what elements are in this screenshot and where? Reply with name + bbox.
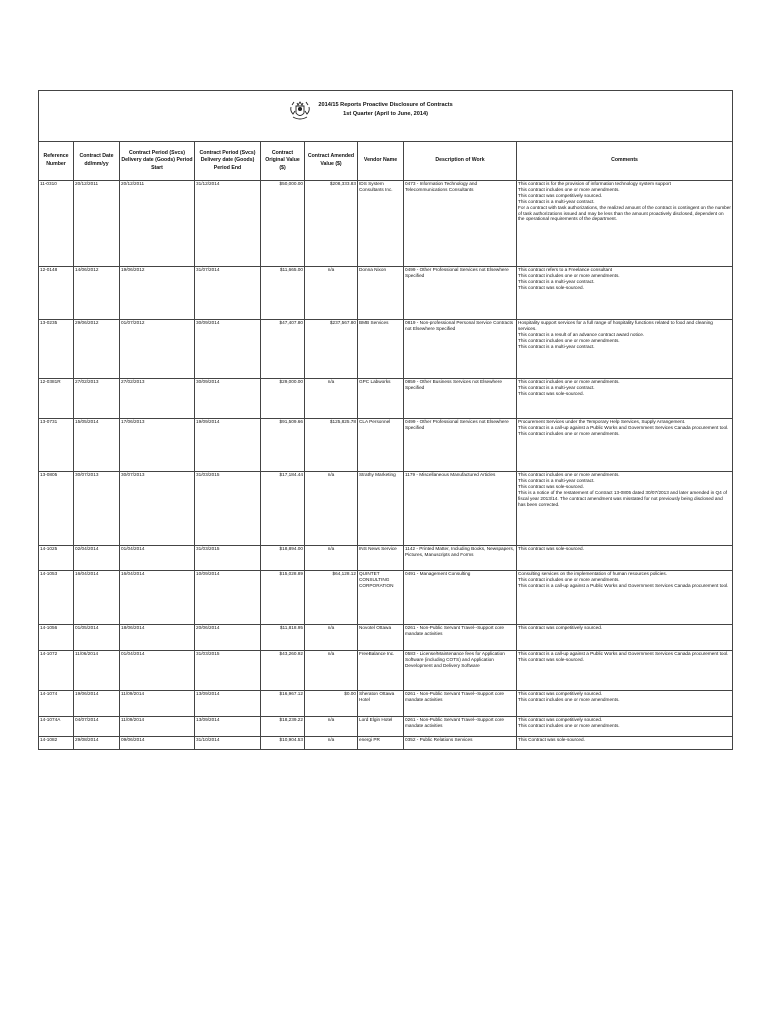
comment-line: This contract is a multi-year contract. bbox=[518, 343, 595, 349]
table-row bbox=[39, 472, 733, 546]
reference-number: 12-0148 bbox=[39, 267, 74, 320]
comment-line: This contract was competitively sourced. bbox=[518, 691, 603, 696]
comment-line: This contract is a multi-year contract. bbox=[518, 198, 595, 204]
comment-line: This contract was sole-sourced. bbox=[518, 483, 584, 489]
work-description: 0819 - Non-professional Personal Service Contracts not Elsewhere Specified bbox=[404, 320, 517, 379]
comment-line: Procurement Services under the Temporary Help Services, Supply Arrangement. bbox=[518, 419, 686, 424]
comment-line: This contract was sole-sourced. bbox=[518, 546, 584, 551]
comments bbox=[517, 571, 733, 625]
period-start: 11/09/2014 bbox=[120, 717, 195, 737]
period-end: 31/03/2015 bbox=[195, 472, 261, 546]
vendor-name: CLA Personnel bbox=[358, 419, 404, 472]
period-end: 10/09/2014 bbox=[195, 571, 261, 625]
column-header: Contract Date dd/mm/yy bbox=[74, 142, 120, 181]
report-title: 2014/15 Reports Proactive Disclosure of Contracts bbox=[318, 102, 453, 108]
original-value: $17,184.44 bbox=[261, 472, 305, 546]
contract-date: 16/04/2014 bbox=[74, 571, 120, 625]
reference-number: 11-0310 bbox=[39, 181, 74, 267]
reference-number: 14-1072 bbox=[39, 651, 74, 691]
period-end: 31/03/2015 bbox=[195, 651, 261, 691]
comments bbox=[517, 737, 733, 750]
period-start: 11/09/2014 bbox=[120, 691, 195, 717]
amended-value: n/a bbox=[305, 625, 358, 651]
disclosure-sheet bbox=[38, 90, 732, 750]
comment-line: This contract was competitively sourced. bbox=[518, 717, 603, 722]
report-subtitle: 1st Quarter (April to June, 2014) bbox=[343, 111, 428, 117]
report-header bbox=[39, 91, 733, 142]
original-value: $18,239.22 bbox=[261, 717, 305, 737]
original-value: $16,967.12 bbox=[261, 691, 305, 717]
comments bbox=[517, 651, 733, 691]
comment-line: This contract is a call-up against a Public Works and Government Services Canada procurement tool. bbox=[518, 651, 729, 656]
period-start: 01/04/2014 bbox=[120, 651, 195, 691]
work-description: 0473 - Information Technology and Telecommunications Consultants bbox=[404, 181, 517, 267]
comment-line: Hospitality support services for a full range of hospitality functions related to food and cleaning services. bbox=[518, 320, 713, 331]
comment-line: This contract includes one or more amendments. bbox=[518, 337, 620, 343]
amended-value: n/a bbox=[305, 737, 358, 750]
vendor-name: GPC Labworks bbox=[358, 379, 404, 419]
contract-date: 04/07/2014 bbox=[74, 717, 120, 737]
amended-value: $208,333.83 bbox=[305, 181, 358, 267]
period-start: 09/06/2014 bbox=[120, 737, 195, 750]
original-value: $15,028.89 bbox=[261, 571, 305, 625]
vendor-name: QUINTET CONSULTING CORPORATION bbox=[358, 571, 404, 625]
comment-line: This contract is a call-up against a Public Works and Government Services Canada procurement tool. bbox=[518, 582, 729, 588]
comment-line: This contract was sole-sourced. bbox=[518, 656, 584, 662]
column-header: Comments bbox=[517, 142, 733, 181]
comments bbox=[517, 267, 733, 320]
reference-number: 13-0805 bbox=[39, 472, 74, 546]
comments bbox=[517, 320, 733, 379]
amended-value: n/a bbox=[305, 651, 358, 691]
period-end: 20/06/2014 bbox=[195, 625, 261, 651]
period-start: 01/04/2014 bbox=[120, 546, 195, 571]
comment-line: This contract was sole-sourced. bbox=[518, 390, 584, 396]
comment-line: Consulting services on the implementation of human resources policies. bbox=[518, 571, 668, 576]
work-description: 0491 - Management Consulting bbox=[404, 571, 517, 625]
period-start: 20/12/2011 bbox=[120, 181, 195, 267]
table-row bbox=[39, 625, 733, 651]
reference-number: 14-1074 bbox=[39, 691, 74, 717]
period-start: 27/02/2013 bbox=[120, 379, 195, 419]
amended-value: n/a bbox=[305, 267, 358, 320]
amended-value: $0.00 bbox=[305, 691, 358, 717]
reference-number: 14-1025 bbox=[39, 546, 74, 571]
contract-date: 14/06/2012 bbox=[74, 267, 120, 320]
comments bbox=[517, 419, 733, 472]
reference-number: 12-0381R bbox=[39, 379, 74, 419]
reference-number: 14-1082 bbox=[39, 737, 74, 750]
table-row bbox=[39, 737, 733, 750]
work-description: 0352 - Public Relations Services bbox=[404, 737, 517, 750]
amended-value: $237,567.80 bbox=[305, 320, 358, 379]
work-description: 0261 - Non-Public Servant Travel--Support core mandate activities bbox=[404, 717, 517, 737]
comment-line: This contract is a multi-year contract. bbox=[518, 384, 595, 390]
work-description: 0499 - Other Professional Services not Elsewhere Specified bbox=[404, 419, 517, 472]
column-header: Contract Original Value ($) bbox=[261, 142, 305, 181]
vendor-name: energi PR bbox=[358, 737, 404, 750]
comment-line: This contract is for the provision of information technology system support bbox=[518, 181, 671, 186]
period-end: 31/10/2014 bbox=[195, 737, 261, 750]
comment-line: For a contract with task authorizations, the realized amount of the contract is contingent on the number of task authorizations issued and may be less than the amount proactively disclosed, dependent on the operational requirements of the department. bbox=[518, 204, 731, 222]
table-row bbox=[39, 571, 733, 625]
contract-date: 30/07/2013 bbox=[74, 472, 120, 546]
comment-line: This contract includes one or more amendments. bbox=[518, 186, 620, 192]
comment-line: This contract includes one or more amendments. bbox=[518, 722, 620, 728]
table-row bbox=[39, 320, 733, 379]
reference-number: 14-1056 bbox=[39, 625, 74, 651]
original-value: $47,407.80 bbox=[261, 320, 305, 379]
period-start: 01/07/2012 bbox=[120, 320, 195, 379]
original-value: $18,894.00 bbox=[261, 546, 305, 571]
contract-date: 29/08/2014 bbox=[74, 737, 120, 750]
table-row bbox=[39, 267, 733, 320]
original-value: $10,904.53 bbox=[261, 737, 305, 750]
amended-value: $125,825.78 bbox=[305, 419, 358, 472]
comment-line: This contract was competitively sourced. bbox=[518, 625, 603, 630]
comment-line: This contract includes one or more amendments. bbox=[518, 379, 620, 384]
period-end: 31/12/2014 bbox=[195, 181, 261, 267]
original-value: $29,000.00 bbox=[261, 379, 305, 419]
table-row bbox=[39, 379, 733, 419]
contracts-table bbox=[38, 90, 733, 750]
vendor-name: Sheraton Ottawa Hotel bbox=[358, 691, 404, 717]
comment-line: This contract includes one or more amendments. bbox=[518, 472, 620, 477]
comments bbox=[517, 625, 733, 651]
period-start: 18/06/2014 bbox=[120, 625, 195, 651]
government-crest-icon bbox=[287, 97, 313, 123]
comments bbox=[517, 546, 733, 571]
vendor-name: Strathy Marketing bbox=[358, 472, 404, 546]
reference-number: 13-0235 bbox=[39, 320, 74, 379]
vendor-name: Donna Nixon bbox=[358, 267, 404, 320]
comment-line: This Contract was sole-sourced. bbox=[518, 737, 585, 742]
vendor-name: BMB Services bbox=[358, 320, 404, 379]
comment-line: This contract is a multi-year contract. bbox=[518, 278, 595, 284]
period-end: 31/03/2015 bbox=[195, 546, 261, 571]
comment-line: This contract includes one or more amendments. bbox=[518, 272, 620, 278]
comments bbox=[517, 691, 733, 717]
amended-value: n/a bbox=[305, 717, 358, 737]
contract-date: 11/06/2014 bbox=[74, 651, 120, 691]
work-description: 1179 - Miscellaneous Manufactured Articles bbox=[404, 472, 517, 546]
vendor-name: Lord Elgin Hotel bbox=[358, 717, 404, 737]
contract-date: 01/05/2014 bbox=[74, 625, 120, 651]
vendor-name: Novotel Ottawa bbox=[358, 625, 404, 651]
table-row bbox=[39, 651, 733, 691]
comment-line: This contract refers to a Freelance consultant bbox=[518, 267, 613, 272]
comment-line: This contract includes one or more amendments. bbox=[518, 576, 620, 582]
original-value: $91,509.66 bbox=[261, 419, 305, 472]
comment-line: This contract was sole-sourced. bbox=[518, 284, 584, 290]
column-header: Reference Number bbox=[39, 142, 74, 181]
contract-date: 29/06/2012 bbox=[74, 320, 120, 379]
period-end: 13/09/2014 bbox=[195, 691, 261, 717]
period-start: 30/07/2013 bbox=[120, 472, 195, 546]
comments bbox=[517, 181, 733, 267]
work-description: 0859 - Other Business Services not Elsewhere Specified bbox=[404, 379, 517, 419]
original-value: $11,665.00 bbox=[261, 267, 305, 320]
reference-number: 14-1074A bbox=[39, 717, 74, 737]
comment-line: This contract includes one or more amendments. bbox=[518, 696, 620, 702]
vendor-name: FreeBalance Inc. bbox=[358, 651, 404, 691]
comment-line: This contract is a result of an advance contract award notice. bbox=[518, 331, 645, 337]
comment-line: This contract was competitively sourced. bbox=[518, 192, 603, 198]
table-row bbox=[39, 691, 733, 717]
reference-number: 13-0731 bbox=[39, 419, 74, 472]
comments bbox=[517, 717, 733, 737]
comments bbox=[517, 379, 733, 419]
column-header: Description of Work bbox=[404, 142, 517, 181]
comment-line: This contract is a multi-year contract. bbox=[518, 477, 595, 483]
period-start: 17/06/2013 bbox=[120, 419, 195, 472]
period-end: 13/09/2014 bbox=[195, 717, 261, 737]
amended-value: n/a bbox=[305, 379, 358, 419]
original-value: $50,000.00 bbox=[261, 181, 305, 267]
column-header: Contract Period (Svcs) Delivery date (Goods) Period End bbox=[195, 142, 261, 181]
comment-line: This contract includes one or more amendments. bbox=[518, 430, 620, 436]
amended-value: n/a bbox=[305, 472, 358, 546]
table-row bbox=[39, 181, 733, 267]
period-start: 19/06/2012 bbox=[120, 267, 195, 320]
vendor-name: INS News Service bbox=[358, 546, 404, 571]
reference-number: 14-1053 bbox=[39, 571, 74, 625]
table-row bbox=[39, 546, 733, 571]
work-description: 0583 - License/Maintenance fees for Application Software (including COTS) and Application Development and Delivery Software bbox=[404, 651, 517, 691]
vendor-name: IDS System Consultants Inc. bbox=[358, 181, 404, 267]
amended-value: $64,128.12 bbox=[305, 571, 358, 625]
contract-date: 02/04/2014 bbox=[74, 546, 120, 571]
period-start: 16/04/2014 bbox=[120, 571, 195, 625]
contract-date: 19/06/2014 bbox=[74, 691, 120, 717]
table-row bbox=[39, 717, 733, 737]
contract-date: 20/12/2011 bbox=[74, 181, 120, 267]
work-description: 0261 - Non-Public Servant Travel--Support core mandate activities bbox=[404, 691, 517, 717]
period-end: 19/09/2014 bbox=[195, 419, 261, 472]
column-header: Vendor Name bbox=[358, 142, 404, 181]
comment-line: This is a notice of the restatement of Contract 13-0805 dated 30/07/2013 and later amended in Q4 of fiscal year 2013/14. The contract amendment was misstated for not previously being disclosed and has been corrected. bbox=[518, 489, 727, 507]
work-description: 0261 - Non-Public Servant Travel--Support core mandate activities bbox=[404, 625, 517, 651]
period-end: 30/09/2014 bbox=[195, 320, 261, 379]
period-end: 31/07/2014 bbox=[195, 267, 261, 320]
work-description: 0499 - Other Professional Services not Elsewhere Specified bbox=[404, 267, 517, 320]
comment-line: This contract is a call-up against a Public Works and Government Services Canada procurement tool. bbox=[518, 424, 729, 430]
comments bbox=[517, 472, 733, 546]
contract-date: 15/05/2014 bbox=[74, 419, 120, 472]
original-value: $11,818.95 bbox=[261, 625, 305, 651]
amended-value: n/a bbox=[305, 546, 358, 571]
work-description: 1142 - Printed Matter, Including Books, Newspapers, Pictures, Manuscripts and Forms bbox=[404, 546, 517, 571]
column-header: Contract Period (Svcs) Delivery date (Goods) Period Start bbox=[120, 142, 195, 181]
contract-date: 27/02/2013 bbox=[74, 379, 120, 419]
period-end: 30/09/2014 bbox=[195, 379, 261, 419]
column-header: Contract Amended Value ($) bbox=[305, 142, 358, 181]
original-value: $43,260.92 bbox=[261, 651, 305, 691]
table-row bbox=[39, 419, 733, 472]
